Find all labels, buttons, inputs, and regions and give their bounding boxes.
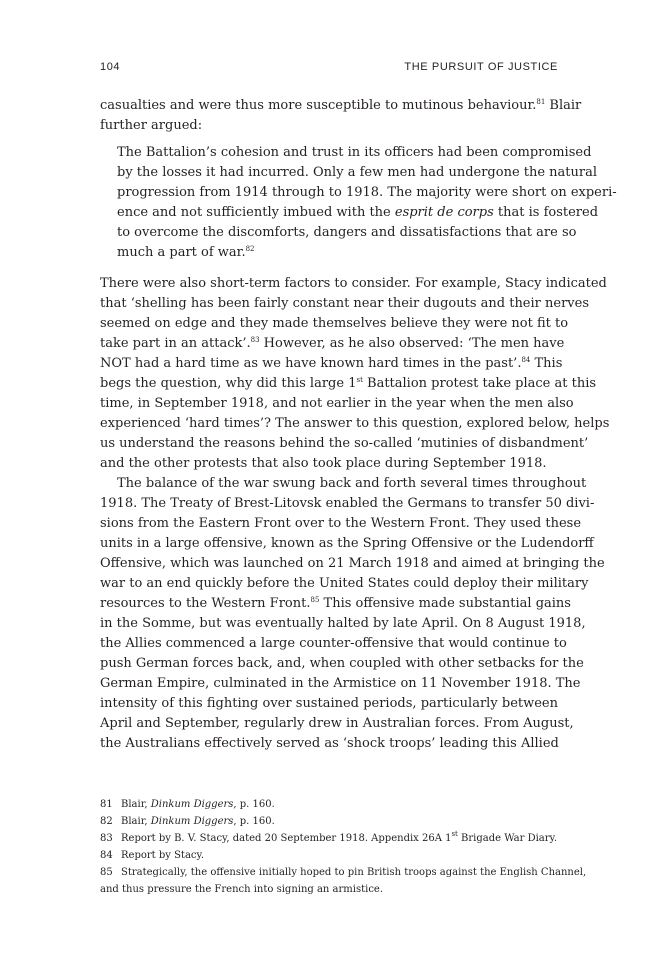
quote-line: much a part of war.$^{82}$ [117, 245, 255, 260]
footnote-81: 81 Blair, Dinkum Diggers, p. 160. [100, 796, 558, 813]
text-line: experienced ‘hard times’? The answer to this question, explored below, helps [100, 416, 610, 431]
text-line: begs the question, why did this large 1st Battalion protest take place at this [100, 376, 597, 391]
running-title: THE PURSUIT OF JUSTICE [404, 61, 558, 73]
footnote-ref: 81 [536, 98, 546, 106]
footnotes [100, 796, 587, 898]
footnote-number: 84 [100, 850, 113, 861]
footnote-number: 83 [100, 833, 113, 844]
italic-phrase: esprit de corps [394, 205, 494, 220]
page-number: 104 [100, 61, 121, 73]
paragraph [100, 96, 582, 136]
footnote-number: 81 [100, 799, 113, 810]
text-line: April and September, regularly drew in Australian forces. From August, [100, 716, 574, 731]
text-line: in the Somme, but was eventually halted by late April. On 8 August 1918, [100, 616, 586, 631]
text-line: and the other protests that also took place during September 1918. [100, 456, 547, 471]
quote-line: The Battalion’s cohesion and trust in its officers had been compromised [117, 145, 592, 160]
footnote-number: 82 [100, 816, 113, 827]
text-line: casualties and were thus more susceptible to mutinous behaviour.$^{81}$ Blair [100, 98, 582, 113]
text-line: seemed on edge and they made themselves believe they were not fit to [100, 316, 569, 331]
text-line: units in a large offensive, known as the Spring Offensive or the Ludendorff [100, 536, 594, 551]
text-line: war to an end quickly before the United States could deploy their military [100, 576, 589, 591]
footnote-ref: 83 [250, 336, 260, 344]
text-line: intensity of this fighting over sustained periods, particularly between [100, 696, 558, 711]
text-line: that ‘shelling has been fairly constant near their dugouts and their nerves [100, 296, 589, 311]
running-head [100, 61, 558, 77]
ordinal-suffix: st [356, 376, 363, 384]
footnote-ref: 82 [245, 245, 255, 253]
text-line: resources to the Western Front.$^{85}$ This offensive made substantial gains [100, 596, 571, 611]
quote-line: by the losses it had incurred. Only a few men had undergone the natural [117, 165, 598, 180]
block-quote [100, 143, 617, 263]
footnote-84: 84 Report by Stacy. [100, 847, 558, 864]
footnote-82: 82 Blair, Dinkum Diggers, p. 160. [100, 813, 558, 830]
text-line: There were also short-term factors to consider. For example, Stacy indicated [100, 276, 607, 291]
text-line: time, in September 1918, and not earlier in the year when the men also [100, 396, 574, 411]
text-line: us understand the reasons behind the so-called ‘mutinies of disbandment’ [100, 436, 589, 451]
text-line: Offensive, which was launched on 21 March 1918 and aimed at bringing the [100, 556, 605, 571]
text-line: sions from the Eastern Front over to the Western Front. They used these [100, 516, 582, 531]
text-line: German Empire, culminated in the Armistice on 11 November 1918. The [100, 676, 581, 691]
footnote-ref: 84 [521, 356, 531, 364]
quote-line: ence and not sufficiently imbued with the esprit de corps that is fostered [117, 205, 599, 220]
footnote-number: 85 [100, 867, 113, 878]
footnote-ref: 85 [310, 596, 320, 604]
paragraph [100, 274, 610, 474]
paragraph [100, 474, 605, 754]
text-line: the Australians effectively served as ‘shock troops’ leading this Allied [100, 736, 559, 751]
text-line: push German forces back, and, when coupled with other setbacks for the [100, 656, 584, 671]
footnote-83: 83 Report by B. V. Stacy, dated 20 September 1918. Appendix 26A 1st Brigade War Diary. [100, 830, 558, 847]
text-line: The balance of the war swung back and forth several times throughout [117, 476, 587, 491]
text-line: further argued: [100, 118, 203, 133]
text-line: the Allies commenced a large counter-offensive that would continue to [100, 636, 567, 651]
text-line: NOT had a hard time as we have known hard times in the past’.$^{84}$ This [100, 356, 563, 371]
quote-line: to overcome the discomforts, dangers and dissatisfactions that are so [117, 225, 577, 240]
footnote-85: 85 Strategically, the offensive initially hoped to pin British troops against the English Channel, and thus pressure the French into signing an armistice. [100, 864, 558, 898]
main-text [100, 96, 617, 754]
text-line: take part in an attack’.$^{83}$ However, as he also observed: ‘The men have [100, 336, 565, 351]
quote-line: progression from 1914 through to 1918. The majority were short on experi- [117, 185, 617, 200]
text-line: 1918. The Treaty of Brest-Litovsk enabled the Germans to transfer 50 divi- [100, 496, 595, 511]
